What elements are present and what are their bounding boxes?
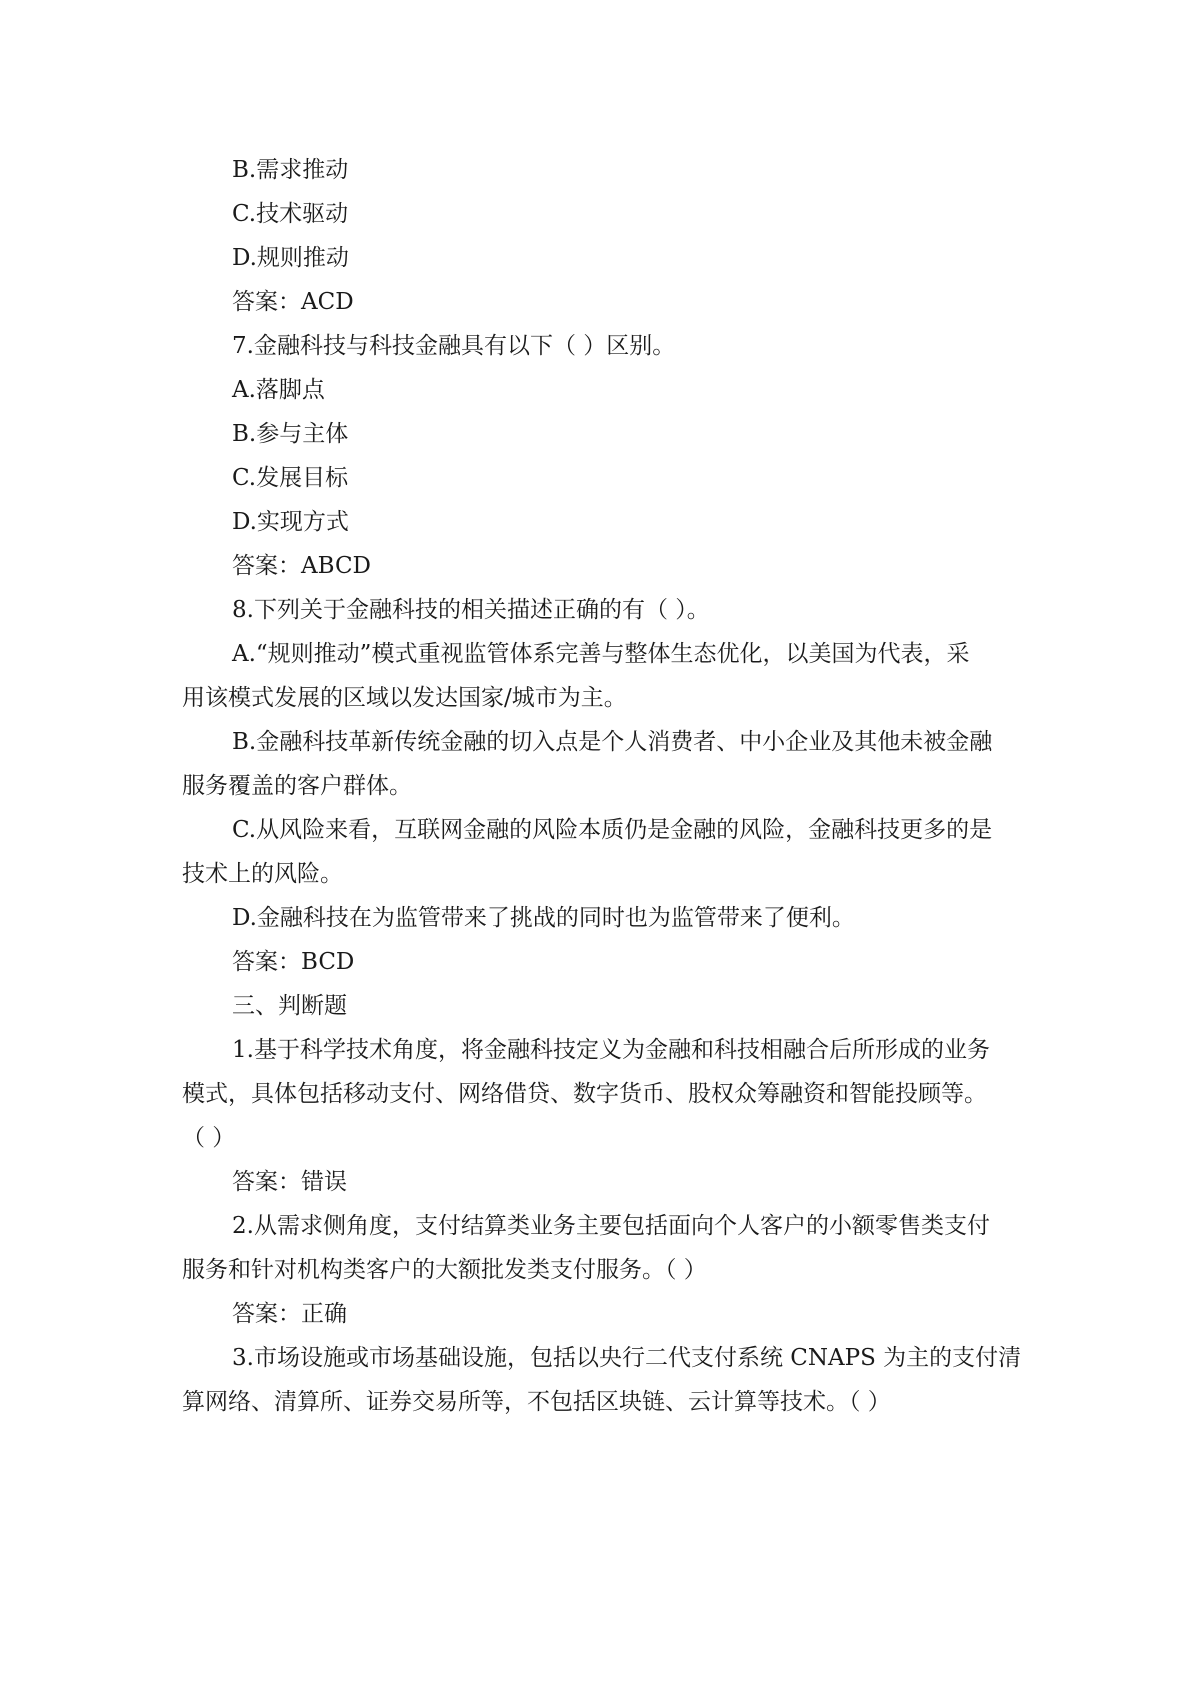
option-line: D.实现方式	[232, 509, 349, 535]
answer-line: 答案：正确	[232, 1301, 347, 1327]
option-line: B.需求推动	[232, 157, 349, 183]
option-line: C.技术驱动	[232, 201, 349, 227]
answer-line: 答案：ABCD	[232, 553, 371, 579]
option-line: B.金融科技革新传统金融的切入点是个人消费者、中小企业及其他未被金融	[232, 729, 993, 755]
question-line: 1.基于科学技术角度，将金融科技定义为金融和科技相融合后所形成的业务	[232, 1037, 990, 1063]
answer-line: 答案：错误	[232, 1169, 347, 1195]
answer-line: 答案：BCD	[232, 949, 355, 975]
question-line: 8.下列关于金融科技的相关描述正确的有（ ）。	[232, 597, 710, 623]
question-line-continuation: 模式，具体包括移动支付、网络借贷、数字货币、股权众筹融资和智能投顾等。	[182, 1081, 987, 1107]
question-line: 7.金融科技与科技金融具有以下（ ）区别。	[232, 333, 676, 359]
option-line-continuation: 服务覆盖的客户群体。	[182, 773, 412, 799]
option-line: A.“规则推动”模式重视监管体系完善与整体生态优化，以美国为代表，采	[232, 641, 970, 667]
option-line: A.落脚点	[232, 377, 325, 403]
question-line: 2.从需求侧角度，支付结算类业务主要包括面向个人客户的小额零售类支付	[232, 1213, 990, 1239]
question-line-continuation: （ ）	[182, 1125, 236, 1151]
answer-line: 答案：ACD	[232, 289, 354, 315]
option-line: C.从风险来看，互联网金融的风险本质仍是金融的风险，金融科技更多的是	[232, 817, 993, 843]
question-line-continuation: 算网络、清算所、证券交易所等，不包括区块链、云计算等技术。（ ）	[182, 1389, 891, 1415]
option-line: C.发展目标	[232, 465, 349, 491]
question-line: 3.市场设施或市场基础设施，包括以央行二代支付系统 CNAPS 为主的支付清	[232, 1345, 1022, 1371]
option-line: B.参与主体	[232, 421, 349, 447]
question-line-continuation: 服务和针对机构类客户的大额批发类支付服务。（ ）	[182, 1257, 707, 1283]
option-line-continuation: 技术上的风险。	[182, 861, 343, 887]
option-line: D.规则推动	[232, 245, 349, 271]
option-line: D.金融科技在为监管带来了挑战的同时也为监管带来了便利。	[232, 905, 855, 931]
section-heading: 三、判断题	[232, 993, 347, 1019]
option-line-continuation: 用该模式发展的区域以发达国家/城市为主。	[182, 685, 627, 711]
